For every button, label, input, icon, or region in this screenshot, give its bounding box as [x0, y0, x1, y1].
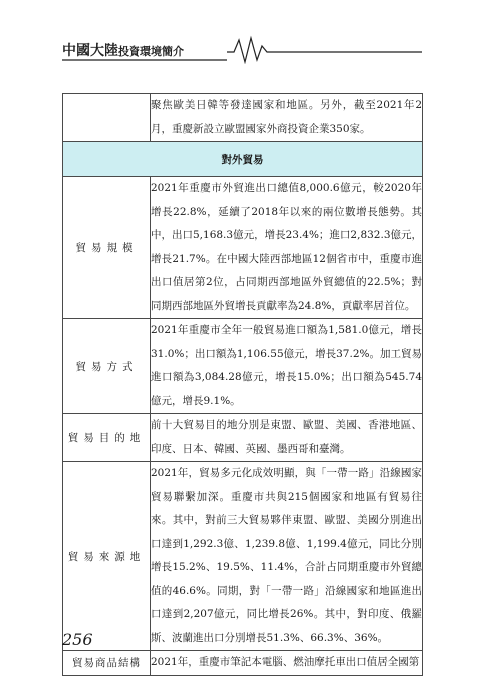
row-content: 2021年，貿易多元化成效明顯，與「一帶一路」沿線國家貿易聯繫加深。重慶市共與215個國家和地區有貿易往來。其中，對前三大貿易夥伴東盟、歐盟、美國分別進出口達到1,292.3億、1,239.8億、1,199.4億元，同比分別增長15.2%、19.5%、11.4%，合計占同期重慶市外貿總值的46.6%。同期，對「一帶一路」沿線國家和地區進出口達到2,207億元，同比增長26%。其中，對印度、俄羅斯、波蘭進出口分別增長51.3%、66.3%、36%。 — [151, 462, 423, 651]
table-row — [63, 462, 423, 651]
page-header — [62, 30, 422, 64]
row-label-empty — [63, 94, 151, 142]
header-title-sub: 投資環境簡介 — [118, 45, 184, 58]
row-label: 貿易規模 — [63, 177, 151, 319]
header-title — [62, 40, 184, 60]
row-label: 貿易來源地 — [63, 462, 151, 651]
row-label: 貿易目的地 — [63, 414, 151, 462]
table-row — [63, 177, 423, 319]
header-title-main: 中國大陸 — [62, 43, 118, 59]
table-row — [63, 414, 423, 462]
table-row — [63, 94, 423, 142]
row-content: 2021年重慶市外貿進出口總值8,000.6億元，較2020年增長22.8%，延續了2018年以來的兩位數增長態勢。其中，出口5,168.3億元，增長23.4%；進口2,832.3億元，增長21.7%。在中國大陸西部地區12個省市中，重慶市進出口值居第2位，占同期西部地區外貿總值的22.5%；對同期西部地區外貿增長貢獻率為24.8%，貢獻率居首位。 — [151, 177, 423, 319]
table-row — [63, 651, 423, 676]
trade-info-table — [62, 93, 423, 676]
row-label: 貿易商品結構 — [63, 651, 151, 676]
row-content: 聚焦歐美日韓等發達國家和地區。另外，截至2021年2月，重慶新設立歐盟國家外商投資企業350家。 — [151, 94, 423, 142]
section-title: 對外貿易 — [63, 142, 423, 177]
row-content: 2021年重慶市全年一般貿易進口額為1,581.0億元，增長31.0%；出口額為1,106.55億元，增長37.2%。加工貿易進口額為3,084.28億元，增長15.0%；出口額為545.74億元，增長9.1%。 — [151, 319, 423, 414]
table-row — [63, 319, 423, 414]
row-content: 前十大貿易目的地分別是東盟、歐盟、美國、香港地區、印度、日本、韓國、英國、墨西哥和臺灣。 — [151, 414, 423, 462]
row-content: 2021年，重慶市筆記本電腦、燃油摩托車出口值居全國第 — [151, 651, 423, 676]
row-label: 貿易方式 — [63, 319, 151, 414]
section-header-row — [63, 142, 423, 177]
page-number: 256 — [62, 630, 93, 649]
